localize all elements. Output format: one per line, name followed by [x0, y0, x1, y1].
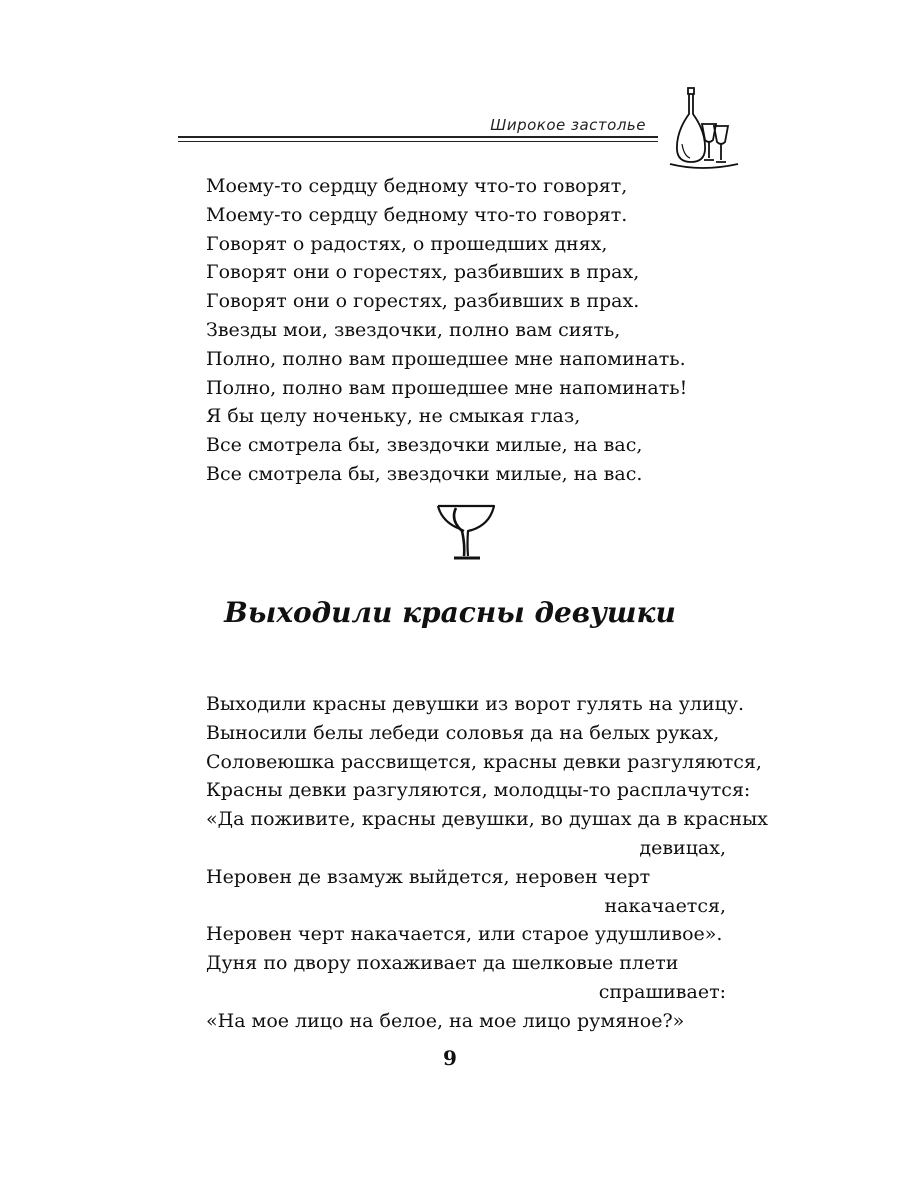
verse-line: Красны девки разгуляются, молодцы-то расплачутся: [206, 779, 751, 802]
verse-line: Выносили белы лебеди соловья да на белых руках, [206, 721, 720, 744]
verse-line: Полно, полно вам прошедшее мне напоминать. [206, 347, 686, 370]
verse-line-continuation: спрашивает: [598, 980, 726, 1003]
champagne-glass-icon [434, 500, 498, 564]
verse-line-continuation: накачается, [604, 894, 726, 917]
verse-line: Говорят о радостях, о прошедших днях, [206, 232, 608, 255]
verse-line: Я бы целу ноченьку, не смыкая глаз, [206, 405, 581, 428]
verse-line: Все смотрела бы, звездочки милые, на вас, [206, 434, 643, 457]
header-rule [178, 136, 658, 138]
verse-line: Неровен черт накачается, или старое удушливое». [206, 923, 723, 946]
verse-line: Дуня по двору похаживает да шелковые плети [206, 952, 679, 975]
poem-2-title: Выходили красны девушки [224, 596, 676, 629]
verse-line: Говорят они о горестях, разбивших в прах. [206, 290, 640, 313]
verse-line: Неровен де взамуж выйдется, неровен черт [206, 865, 651, 888]
page-number: 9 [443, 1046, 457, 1070]
running-head [178, 114, 658, 144]
verse-line: Звезды мои, звездочки, полно вам сиять, [206, 318, 621, 341]
verse-line: Полно, полно вам прошедшее мне напоминать! [206, 376, 688, 399]
verse-line: Все смотрела бы, звездочки милые, на вас. [206, 462, 643, 485]
running-head-title: Широкое застолье [490, 116, 646, 134]
verse-line: «На мое лицо на белое, на мое лицо румяное?» [206, 1009, 685, 1032]
verse-line: Говорят они о горестях, разбивших в прах, [206, 261, 640, 284]
poem-1-verse [206, 172, 726, 489]
verse-line: «Да поживите, красны девушки, во душах да в красных [206, 808, 768, 831]
header-rule-thin [178, 141, 658, 142]
decanter-and-glasses-icon [662, 84, 742, 176]
verse-line: Выходили красны девушки из ворот гулять на улицу. [206, 693, 745, 715]
verse-line: Моему-то сердцу бедному что-то говорят, [206, 175, 628, 197]
verse-line-continuation: девицах, [639, 836, 726, 859]
verse-line: Моему-то сердцу бедному что-то говорят. [206, 203, 628, 226]
poem-2-verse [206, 690, 768, 1036]
verse-line: Соловеюшка рассвищется, красны девки разгуляются, [206, 750, 762, 773]
